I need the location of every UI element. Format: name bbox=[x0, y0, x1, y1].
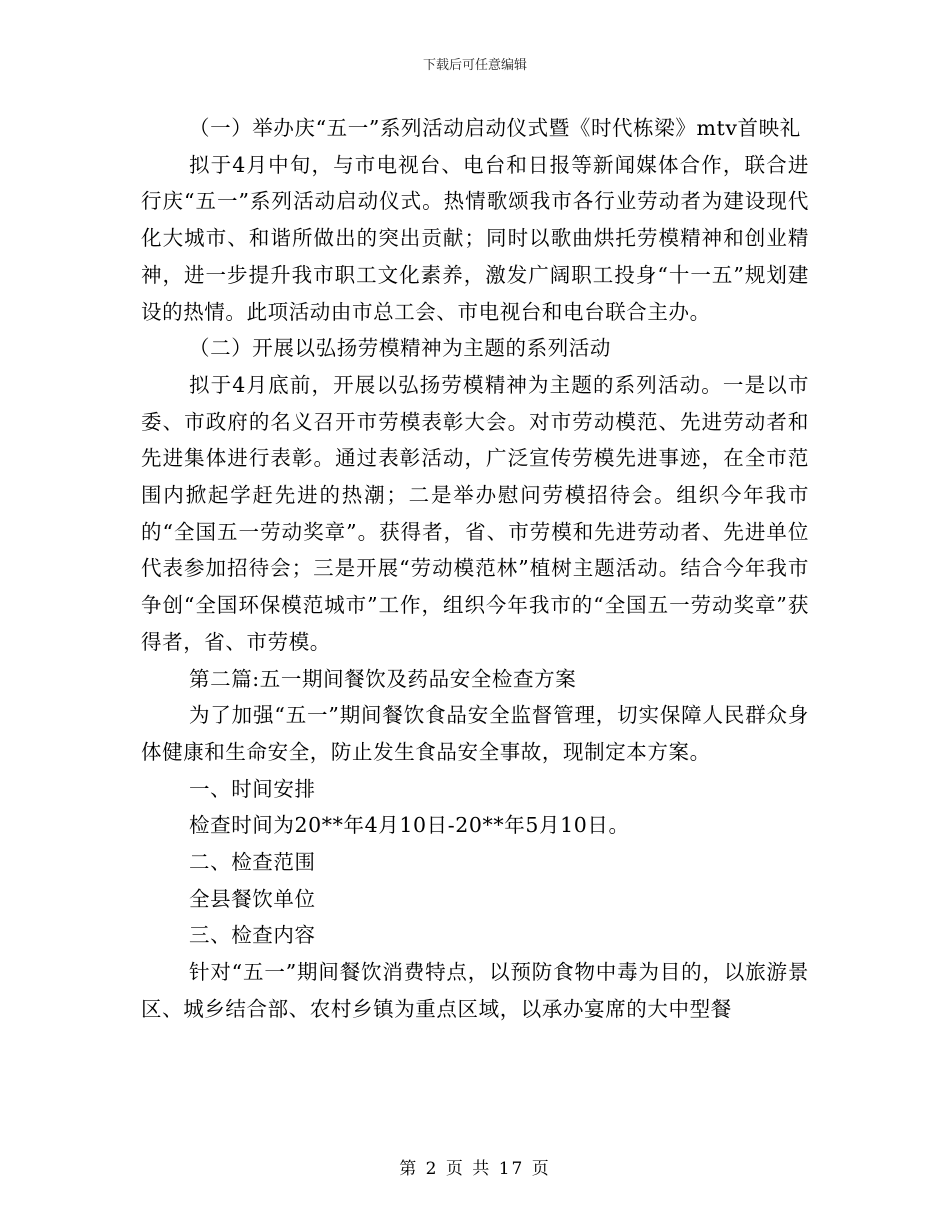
paragraph-1: 拟于4月中旬，与市电视台、电台和日报等新闻媒体合作，联合进行庆“五一”系列活动启动仪式。热情歌颂我市各行业劳动者为建设现代化大城市、和谐所做出的突出贡献；同时以歌曲烘托劳模精神和创业精神，进一步提升我市职工文化素养，激发广阔职工投身“十一五”规划建设的热情。此项活动由市总工会、市电视台和电台联合主办。 bbox=[141, 152, 809, 324]
section-heading-1: （一）举办庆“五一”系列活动启动仪式暨《时代栋梁》mtv首映礼 bbox=[189, 116, 801, 140]
item-heading-time: 一、时间安排 bbox=[189, 776, 316, 801]
item-heading-content: 三、检查内容 bbox=[189, 923, 316, 948]
paragraph-content: 针对“五一”期间餐饮消费特点，以预防食物中毒为目的，以旅游景区、城乡结合部、农村乡镇为重点区域，以承办宴席的大中型餐 bbox=[141, 960, 809, 1021]
section-heading-2: （二）开展以弘扬劳模精神为主题的系列活动 bbox=[189, 336, 611, 361]
page-number: 第 2 页 共 17 页 bbox=[399, 1159, 551, 1179]
paragraph-time: 检查时间为20**年4月10日-20**年5月10日。 bbox=[189, 813, 630, 838]
paragraph-scope: 全县餐饮单位 bbox=[189, 886, 316, 911]
item-heading-scope: 二、检查范围 bbox=[189, 850, 316, 875]
page-header-note: 下载后可任意编辑 bbox=[422, 58, 527, 73]
paragraph-3: 为了加强“五一”期间餐饮食品安全监督管理，切实保障人民群众身体健康和生命安全，防止发生食品安全事故，现制定本方案。 bbox=[141, 703, 809, 764]
chapter-title: 第二篇:五一期间餐饮及药品安全检查方案 bbox=[189, 666, 577, 691]
paragraph-2: 拟于4月底前，开展以弘扬劳模精神为主题的系列活动。一是以市委、市政府的名义召开市劳模表彰大会。对市劳动模范、先进劳动者和先进集体进行表彰。通过表彰活动，广泛宣传劳模先进事迹，在全市范围内掀起学赶先进的热潮；二是举办慰问劳模招待会。组织今年我市的“全国五一劳动奖章”。获得者，省、市劳模和先进劳动者、先进单位代表参加招待会；三是开展“劳动模范林”植树主题活动。结合今年我市争创“全国环保模范城市”工作，组织今年我市的“全国五一劳动奖章”获得者，省、市劳模。 bbox=[141, 372, 809, 654]
document-body bbox=[141, 110, 809, 1028]
